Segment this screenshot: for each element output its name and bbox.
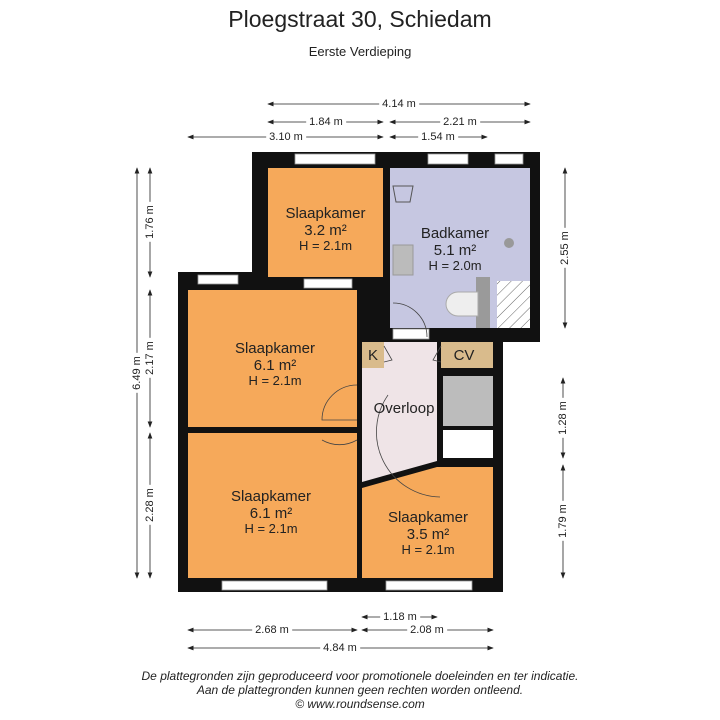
dim-bottom-left: 2.68 m xyxy=(252,624,292,636)
dim-right-2: 1.28 m xyxy=(557,398,569,438)
copyright: © www.roundsense.com xyxy=(295,697,425,711)
dim-top-right: 2.21 m xyxy=(440,116,480,128)
room-label-bathroom xyxy=(405,225,505,273)
disclaimer-line-1: De plattegronden zijn geproduceerd voor promotionele doeleinden en ter indicatie. xyxy=(141,669,579,683)
dim-bottom-right: 2.08 m xyxy=(407,624,447,636)
room-height: H = 2.1m xyxy=(298,238,353,253)
dim-right-1: 2.55 m xyxy=(559,228,571,268)
floor-name: Eerste Verdieping xyxy=(308,44,412,59)
room-name: Slaapkamer xyxy=(387,509,469,526)
stair-void xyxy=(443,430,493,458)
dim-top-inner-right: 1.54 m xyxy=(418,131,458,143)
dim-top-left: 1.84 m xyxy=(306,116,346,128)
page-title: Ploegstraat 30, Schiedam xyxy=(228,6,492,32)
room-area: 6.1 m² xyxy=(249,505,293,522)
dim-right-3: 1.79 m xyxy=(557,501,569,541)
room-height: H = 2.1m xyxy=(248,373,302,388)
room-label-bedroom-3-2 xyxy=(268,205,383,253)
room-label-k: K xyxy=(367,347,378,364)
stairs xyxy=(443,376,493,426)
dim-bottom-total: 4.84 m xyxy=(320,642,360,654)
shower-head-icon xyxy=(504,238,514,248)
room-area: 6.1 m² xyxy=(253,357,297,374)
room-name: Slaapkamer xyxy=(285,205,366,222)
disclaimer xyxy=(0,669,720,711)
room-area: 3.2 m² xyxy=(304,222,347,239)
toilet-icon xyxy=(446,292,478,316)
dim-left-total: 6.49 m xyxy=(131,353,143,393)
room-name: Badkamer xyxy=(420,225,490,242)
dim-left-2: 2.17 m xyxy=(144,338,156,378)
room-label-bedroom-6-1-top xyxy=(200,340,350,388)
room-label-bedroom-3-5 xyxy=(368,509,488,557)
room-label-bedroom-6-1-bottom xyxy=(196,488,346,536)
room-label-cv: CV xyxy=(453,347,475,364)
room-height: H = 2.1m xyxy=(244,521,298,536)
room-name: Slaapkamer xyxy=(230,488,312,505)
dim-top-total: 4.14 m xyxy=(379,98,419,110)
room-area: 5.1 m² xyxy=(433,242,477,259)
room-name: Slaapkamer xyxy=(234,340,316,357)
dim-left-3: 2.28 m xyxy=(144,485,156,525)
dim-left-1: 1.76 m xyxy=(144,202,156,242)
dim-top-inner-left: 3.10 m xyxy=(266,131,306,143)
disclaimer-line-2: Aan de plattegronden kunnen geen rechten worden ontleend. xyxy=(196,683,524,697)
room-height: H = 2.1m xyxy=(401,542,455,557)
dim-bottom-door: 1.18 m xyxy=(380,611,420,623)
room-label-landing: Overloop xyxy=(373,400,435,417)
room-height: H = 2.0m xyxy=(428,258,482,273)
room-area: 3.5 m² xyxy=(406,526,450,543)
